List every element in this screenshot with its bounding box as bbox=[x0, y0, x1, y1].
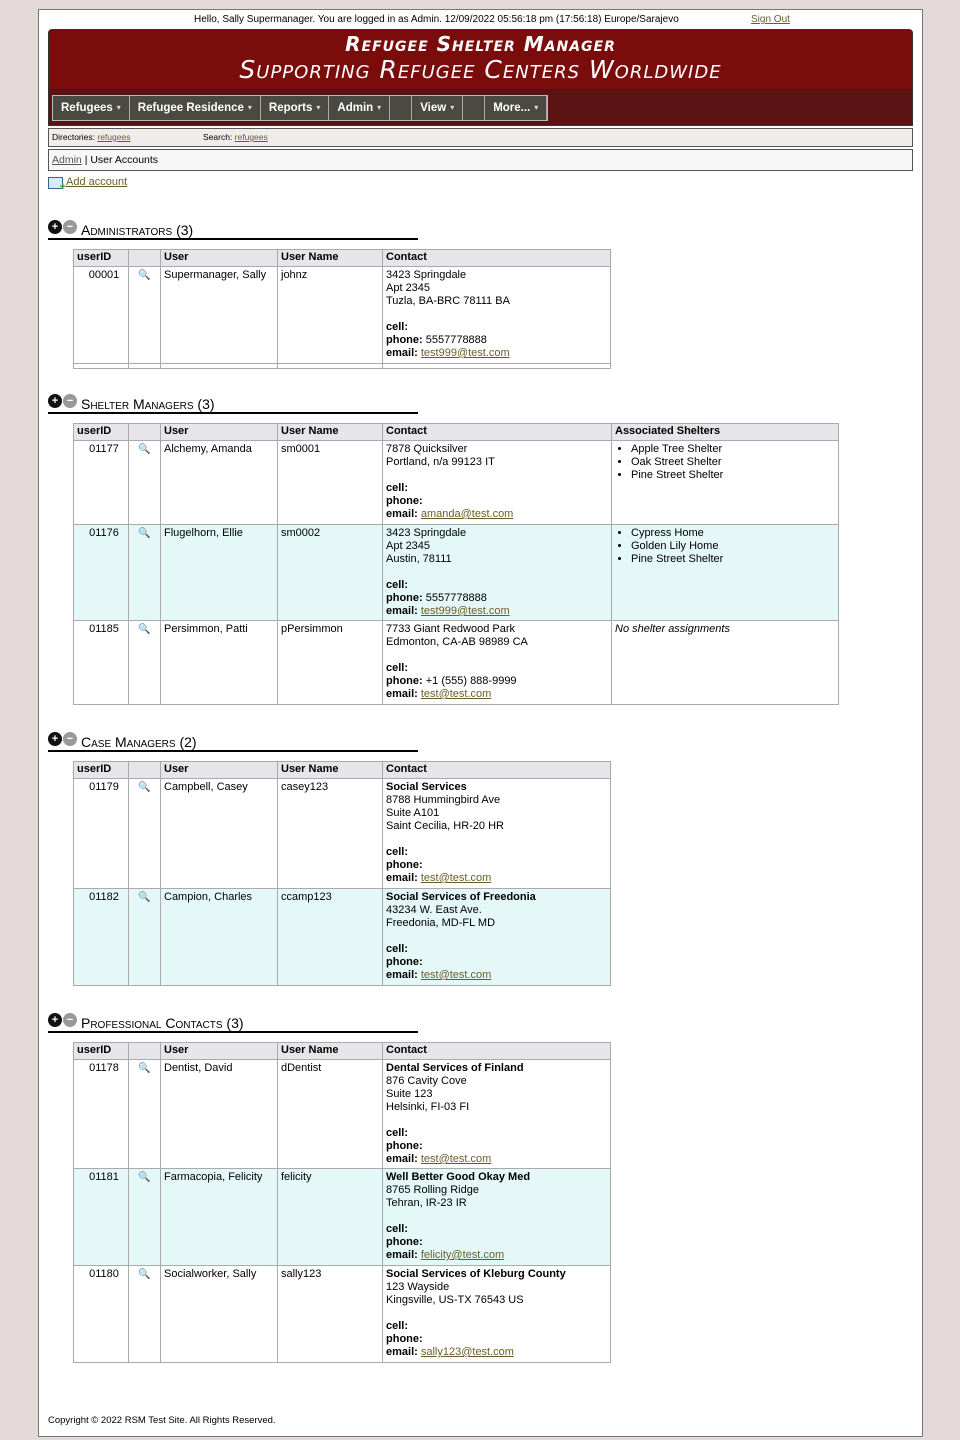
no-shelter-text: No shelter assignments bbox=[612, 621, 839, 705]
section-professional-contacts bbox=[48, 1013, 611, 1363]
col-userid: userID bbox=[74, 762, 129, 779]
list-item: • Pine Street Shelter bbox=[631, 469, 835, 482]
email-link[interactable]: test999@test.com bbox=[420, 605, 510, 617]
magnifier-icon[interactable]: 🔍 bbox=[138, 270, 151, 281]
case-managers-table bbox=[73, 761, 611, 986]
expand-collapse-controls bbox=[48, 732, 77, 746]
col-userid: userID bbox=[74, 1043, 129, 1060]
contact-cell: Social Services of Freedonia 43234 W. East Ave. Freedonia, MD-FL MD cell: phone: email: test@test.com bbox=[383, 889, 611, 986]
username-cell: dDentist bbox=[278, 1060, 383, 1169]
list-item: • Apple Tree Shelter bbox=[631, 443, 835, 456]
username-cell: johnz bbox=[278, 267, 383, 364]
main-menu bbox=[52, 95, 548, 121]
contact-cell: Dental Services of Finland 876 Cavity Cove Suite 123 Helsinki, FI-03 FI cell: phone: email: test@test.com bbox=[383, 1060, 611, 1169]
email-link[interactable]: felicity@test.com bbox=[420, 1249, 505, 1261]
menu-label: Refugee Residence bbox=[137, 102, 244, 114]
shelter-managers-table bbox=[73, 423, 839, 705]
contact-cell: Social Services 8788 Hummingbird Ave Suite A101 Saint Cecilia, HR-20 HR cell: phone: email: test@test.com bbox=[383, 779, 611, 889]
col-view bbox=[129, 250, 161, 267]
table-row bbox=[74, 889, 611, 986]
expand-collapse-controls bbox=[48, 220, 77, 234]
search-link[interactable]: refugees bbox=[234, 132, 268, 142]
magnifier-icon[interactable]: 🔍 bbox=[138, 1269, 151, 1280]
page-container bbox=[38, 9, 923, 1437]
directories-label: Directories: bbox=[52, 132, 95, 142]
directories-link[interactable]: refugees bbox=[97, 132, 131, 142]
search-label: Search: bbox=[203, 132, 233, 142]
col-user: User bbox=[161, 762, 278, 779]
userid-cell: 01181 bbox=[74, 1169, 129, 1266]
user-cell: Persimmon, Patti bbox=[161, 621, 278, 705]
site-subtitle: Supporting Refugee Centers Worldwide bbox=[239, 55, 722, 84]
add-account-area bbox=[48, 176, 127, 188]
dropdown-icon: ▾ bbox=[450, 103, 455, 112]
user-cell: Flugelhorn, Ellie bbox=[161, 525, 278, 621]
menu-view[interactable] bbox=[412, 96, 463, 120]
section-title: Shelter Managers (3) bbox=[81, 396, 215, 412]
table-row bbox=[74, 441, 839, 525]
administrators-table bbox=[73, 249, 611, 369]
breadcrumb-separator: | bbox=[84, 154, 88, 166]
site-title: Refugee Shelter Manager bbox=[345, 32, 616, 56]
user-cell: Farmacopia, Felicity bbox=[161, 1169, 278, 1266]
expand-icon[interactable]: + bbox=[48, 394, 62, 408]
user-cell: Socialworker, Sally bbox=[161, 1266, 278, 1363]
user-cell: Alchemy, Amanda bbox=[161, 441, 278, 525]
top-status-bar bbox=[39, 14, 924, 28]
menu-refugee-residence[interactable] bbox=[130, 96, 261, 120]
dropdown-icon: ▾ bbox=[247, 103, 252, 112]
dropdown-icon: ▾ bbox=[534, 103, 539, 112]
collapse-icon[interactable]: − bbox=[63, 732, 77, 746]
col-userid: userID bbox=[74, 424, 129, 441]
list-item: • Pine Street Shelter bbox=[631, 553, 835, 566]
user-cell: Dentist, David bbox=[161, 1060, 278, 1169]
section-header bbox=[48, 732, 418, 752]
magnifier-icon[interactable]: 🔍 bbox=[138, 624, 151, 635]
table-header-row bbox=[74, 424, 839, 441]
username-cell: felicity bbox=[278, 1169, 383, 1266]
userid-cell: 01178 bbox=[74, 1060, 129, 1169]
section-header bbox=[48, 220, 418, 240]
email-link[interactable]: test@test.com bbox=[420, 872, 492, 884]
footer-copyright: Copyright © 2022 RSM Test Site. All Rights Reserved. bbox=[48, 1415, 276, 1426]
table-row bbox=[74, 779, 611, 889]
col-associated-shelters: Associated Shelters bbox=[612, 424, 839, 441]
menu-empty-slot[interactable] bbox=[390, 96, 412, 120]
col-user: User bbox=[161, 1043, 278, 1060]
email-link[interactable]: test@test.com bbox=[420, 969, 492, 981]
sign-out-link[interactable]: Sign Out bbox=[751, 14, 790, 25]
expand-icon[interactable]: + bbox=[48, 732, 62, 746]
section-header bbox=[48, 394, 418, 414]
menu-more[interactable] bbox=[485, 96, 547, 120]
collapse-icon[interactable]: − bbox=[63, 220, 77, 234]
col-view bbox=[129, 762, 161, 779]
list-item: • Cypress Home bbox=[631, 527, 835, 540]
breadcrumb bbox=[48, 149, 913, 171]
list-item: • Oak Street Shelter bbox=[631, 456, 835, 469]
section-title: Administrators (3) bbox=[81, 222, 194, 238]
col-username: User Name bbox=[278, 762, 383, 779]
shelters-cell bbox=[612, 441, 839, 525]
shelter-list bbox=[615, 527, 835, 566]
contact-cell: Well Better Good Okay Med 8765 Rolling Ridge Tehran, IR-23 IR cell: phone: email: felicity@test.com bbox=[383, 1169, 611, 1266]
table-header-row bbox=[74, 1043, 611, 1060]
username-cell: casey123 bbox=[278, 779, 383, 889]
userid-cell: 01180 bbox=[74, 1266, 129, 1363]
email-link[interactable]: amanda@test.com bbox=[420, 508, 514, 520]
menu-label: More... bbox=[493, 102, 531, 114]
table-row bbox=[74, 525, 839, 621]
table-row bbox=[74, 267, 611, 364]
expand-icon[interactable]: + bbox=[48, 220, 62, 234]
menu-label: View bbox=[420, 102, 447, 114]
dropdown-icon: ▾ bbox=[316, 103, 321, 112]
breadcrumb-current: User Accounts bbox=[90, 154, 159, 166]
table-row bbox=[74, 621, 839, 705]
section-shelter-managers bbox=[48, 394, 839, 705]
username-cell: pPersimmon bbox=[278, 621, 383, 705]
user-cell: Supermanager, Sally bbox=[161, 267, 278, 364]
username-cell: sm0002 bbox=[278, 525, 383, 621]
menu-label: Admin bbox=[337, 102, 374, 114]
expand-icon[interactable]: + bbox=[48, 1013, 62, 1027]
col-view bbox=[129, 424, 161, 441]
col-view bbox=[129, 1043, 161, 1060]
section-header bbox=[48, 1013, 418, 1033]
contact-cell: 3423 Springdale Apt 2345 Tuzla, BA-BRC 78111 BA cell: phone: 5557778888 email: test999@test.com bbox=[383, 267, 611, 364]
search-area bbox=[203, 129, 268, 146]
contact-cell: 7878 Quicksilver Portland, n/a 99123 IT cell: phone: email: amanda@test.com bbox=[383, 441, 612, 525]
user-cell: Campion, Charles bbox=[161, 889, 278, 986]
col-contact: Contact bbox=[383, 762, 611, 779]
expand-collapse-controls bbox=[48, 1013, 77, 1027]
expand-collapse-controls bbox=[48, 394, 77, 408]
menu-refugees[interactable] bbox=[53, 96, 130, 120]
shelter-list bbox=[615, 443, 835, 482]
magnifier-icon[interactable]: 🔍 bbox=[138, 782, 151, 793]
breadcrumb-admin-link[interactable]: Admin bbox=[52, 154, 82, 166]
userid-cell: 01177 bbox=[74, 441, 129, 525]
magnifier-icon[interactable]: 🔍 bbox=[138, 528, 151, 539]
add-account-icon[interactable] bbox=[48, 177, 63, 189]
menu-admin[interactable] bbox=[329, 96, 390, 120]
col-username: User Name bbox=[278, 1043, 383, 1060]
collapse-icon[interactable]: − bbox=[63, 394, 77, 408]
col-username: User Name bbox=[278, 250, 383, 267]
col-contact: Contact bbox=[383, 1043, 611, 1060]
login-status-text: Hello, Sally Supermanager. You are logged in as Admin. 12/09/2022 05:56:18 pm (17:56:18) Europe/Sarajevo bbox=[194, 14, 679, 25]
user-cell: Campbell, Casey bbox=[161, 779, 278, 889]
col-user: User bbox=[161, 250, 278, 267]
section-administrators bbox=[48, 220, 611, 369]
collapse-icon[interactable]: − bbox=[63, 1013, 77, 1027]
userid-cell: 01176 bbox=[74, 525, 129, 621]
userid-cell: 01185 bbox=[74, 621, 129, 705]
section-title: Professional Contacts (3) bbox=[81, 1015, 244, 1031]
email-link[interactable]: test@test.com bbox=[420, 1153, 492, 1165]
col-contact: Contact bbox=[383, 424, 612, 441]
menu-label: Refugees bbox=[61, 102, 113, 114]
userid-cell: 01179 bbox=[74, 779, 129, 889]
username-cell: sally123 bbox=[278, 1266, 383, 1363]
col-contact: Contact bbox=[383, 250, 611, 267]
contact-cell: 7733 Giant Redwood Park Edmonton, CA-AB 98989 CA cell: phone: +1 (555) 888-9999 email: test@test.com bbox=[383, 621, 612, 705]
magnifier-icon[interactable]: 🔍 bbox=[138, 892, 151, 903]
email-link[interactable]: sally123@test.com bbox=[420, 1346, 514, 1358]
email-link[interactable]: test@test.com bbox=[420, 688, 492, 700]
table-header-row bbox=[74, 250, 611, 267]
col-userid: userID bbox=[74, 250, 129, 267]
directory-bar bbox=[48, 128, 913, 147]
contact-cell: 3423 Springdale Apt 2345 Austin, 78111 cell: phone: 5557778888 email: test999@test.com bbox=[383, 525, 612, 621]
site-header bbox=[48, 29, 913, 126]
table-row bbox=[74, 1060, 611, 1169]
table-row bbox=[74, 1266, 611, 1363]
section-case-managers bbox=[48, 732, 611, 986]
menu-reports[interactable] bbox=[261, 96, 329, 120]
col-user: User bbox=[161, 424, 278, 441]
username-cell: sm0001 bbox=[278, 441, 383, 525]
table-header-row bbox=[74, 762, 611, 779]
col-username: User Name bbox=[278, 424, 383, 441]
dropdown-icon: ▾ bbox=[377, 103, 382, 112]
magnifier-icon[interactable]: 🔍 bbox=[138, 1063, 151, 1074]
professional-contacts-table bbox=[73, 1042, 611, 1363]
site-banner bbox=[49, 30, 912, 89]
dropdown-icon: ▾ bbox=[116, 103, 121, 112]
menu-empty-slot[interactable] bbox=[463, 96, 485, 120]
shelters-cell bbox=[612, 525, 839, 621]
userid-cell: 01182 bbox=[74, 889, 129, 986]
userid-cell: 00001 bbox=[74, 267, 129, 364]
contact-cell: Social Services of Kleburg County 123 Wayside Kingsville, US-TX 76543 US cell: phone: email: sally123@test.com bbox=[383, 1266, 611, 1363]
username-cell: ccamp123 bbox=[278, 889, 383, 986]
list-item: • Golden Lily Home bbox=[631, 540, 835, 553]
menu-label: Reports bbox=[268, 102, 313, 114]
table-row bbox=[74, 1169, 611, 1266]
magnifier-icon[interactable]: 🔍 bbox=[138, 1172, 151, 1183]
magnifier-icon[interactable]: 🔍 bbox=[138, 444, 151, 455]
email-link[interactable]: test999@test.com bbox=[420, 347, 510, 359]
add-account-link[interactable]: Add account bbox=[66, 176, 128, 188]
section-title: Case Managers (2) bbox=[81, 734, 197, 750]
